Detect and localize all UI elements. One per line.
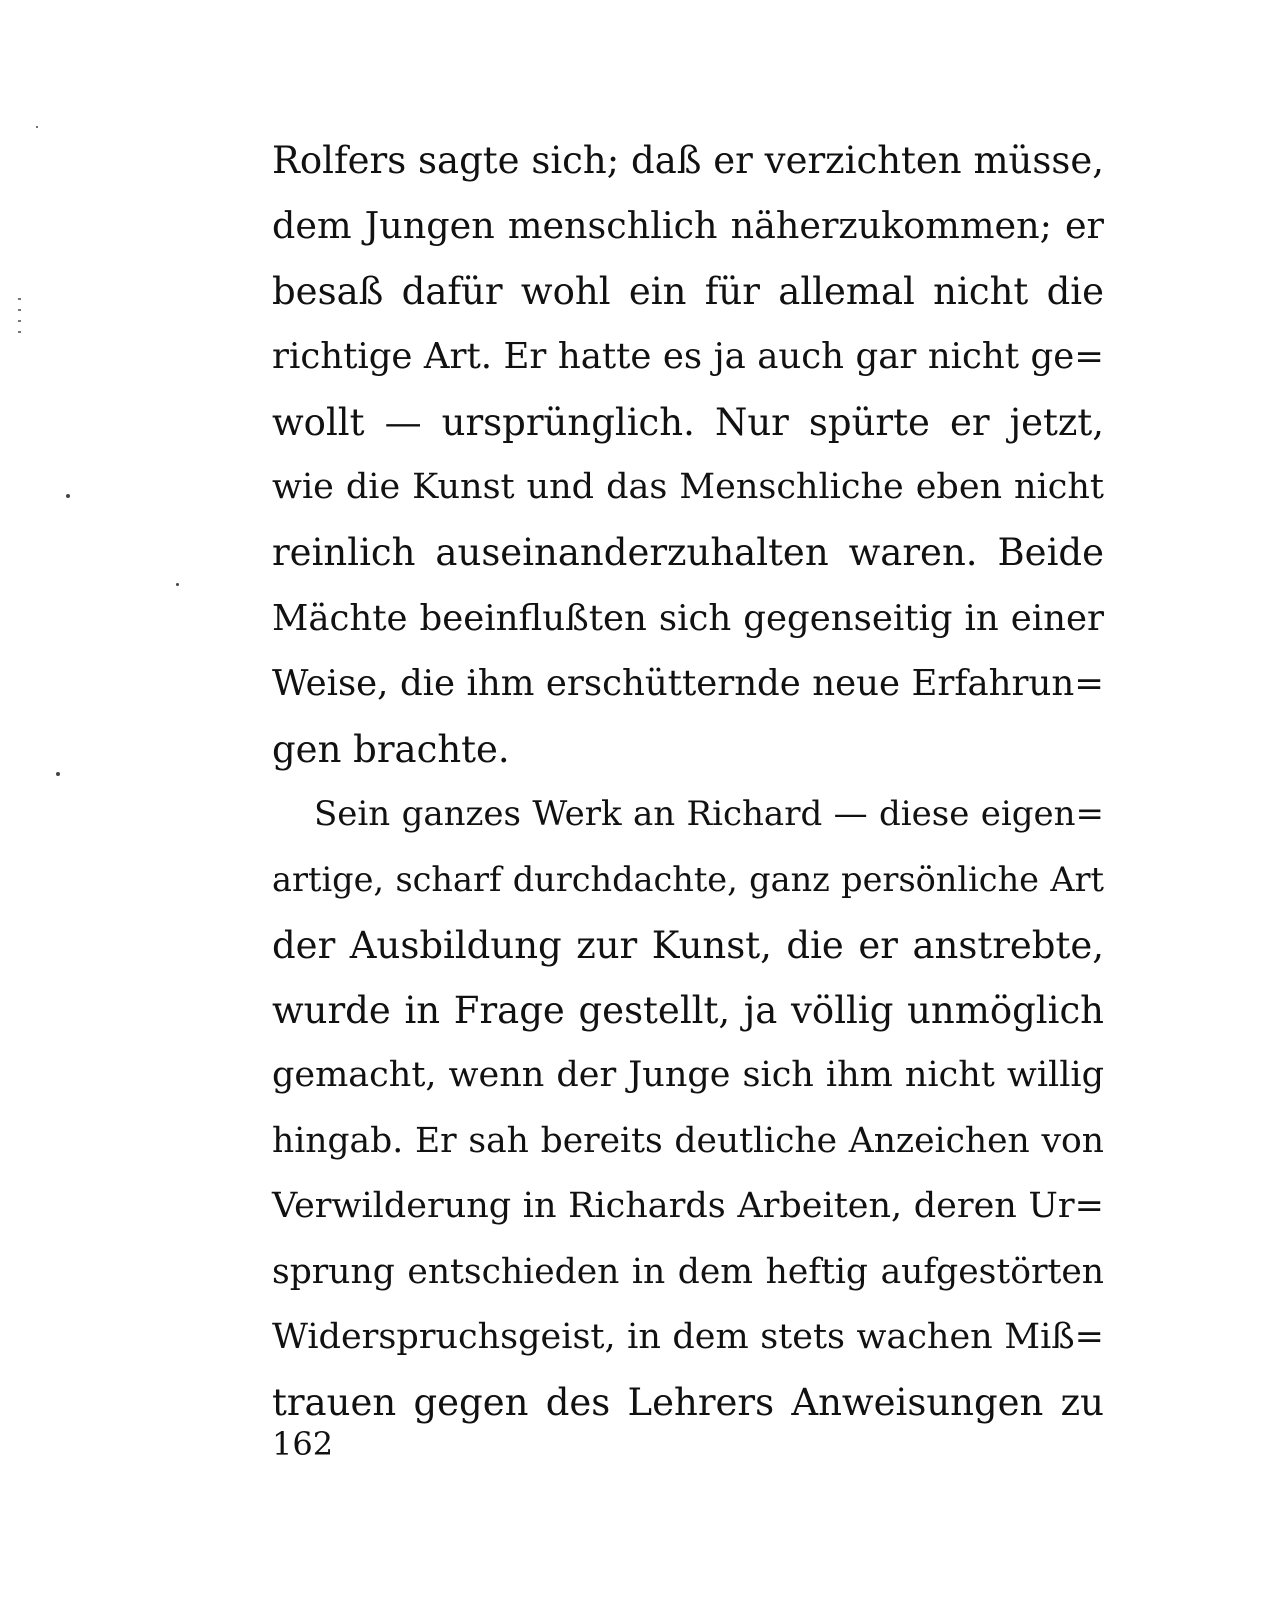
- text-line: gemacht, wenn der Junge sich ihm nicht willig: [272, 1055, 1104, 1096]
- text-line: Sein ganzes Werk an Richard — diese eigen=: [314, 793, 1104, 834]
- text-line: der Ausbildung zur Kunst, die er anstrebte,: [272, 923, 1104, 967]
- text-line: wollt — ursprünglich. Nur spürte er jetzt,: [272, 400, 1104, 444]
- text-line: dem Jungen menschlich näherzukommen; er: [272, 204, 1104, 248]
- text-line: wurde in Frage gestellt, ja völlig unmöglich: [272, 989, 1104, 1033]
- text-line: wie die Kunst und das Menschliche eben nicht: [272, 466, 1104, 507]
- speck-dot: [56, 772, 60, 776]
- text-line: Weise, die ihm erschütternde neue Erfahrun=: [272, 663, 1104, 705]
- text-line: besaß dafür wohl ein für allemal nicht die: [272, 269, 1104, 313]
- margin-specks: [18, 298, 22, 358]
- page-number: 162: [272, 1425, 334, 1463]
- paragraph-1: [272, 128, 1104, 782]
- text-line: Mächte beeinflußten sich gegenseitig in einer: [272, 597, 1104, 639]
- text-line: artige, scharf durchdachte, ganz persönliche Art: [272, 860, 1104, 900]
- text-line: Verwilderung in Richards Arbeiten, deren Ur=: [272, 1186, 1104, 1227]
- text-line: Rolfers sagte sich; daß er verzichten müsse,: [272, 139, 1104, 182]
- text-line: Widerspruchsgeist, in dem stets wachen Miß=: [272, 1317, 1104, 1358]
- text-line: trauen gegen des Lehrers Anweisungen zu: [272, 1381, 1104, 1425]
- text-line: richtige Art. Er hatte es ja auch gar nicht ge=: [272, 336, 1104, 378]
- speck-dot: [36, 126, 38, 128]
- text-line: sprung entschieden in dem heftig aufgestörten: [272, 1251, 1104, 1292]
- speck-dot: [66, 494, 70, 498]
- text-line: reinlich auseinanderzuhalten waren. Beide: [272, 531, 1104, 575]
- paragraph-2: [272, 782, 1104, 1436]
- body-text: [272, 128, 1104, 1436]
- speck-dot: [176, 583, 179, 586]
- text-line: gen brachte.: [272, 727, 510, 771]
- text-line: hingab. Er sah bereits deutliche Anzeichen von: [272, 1120, 1104, 1161]
